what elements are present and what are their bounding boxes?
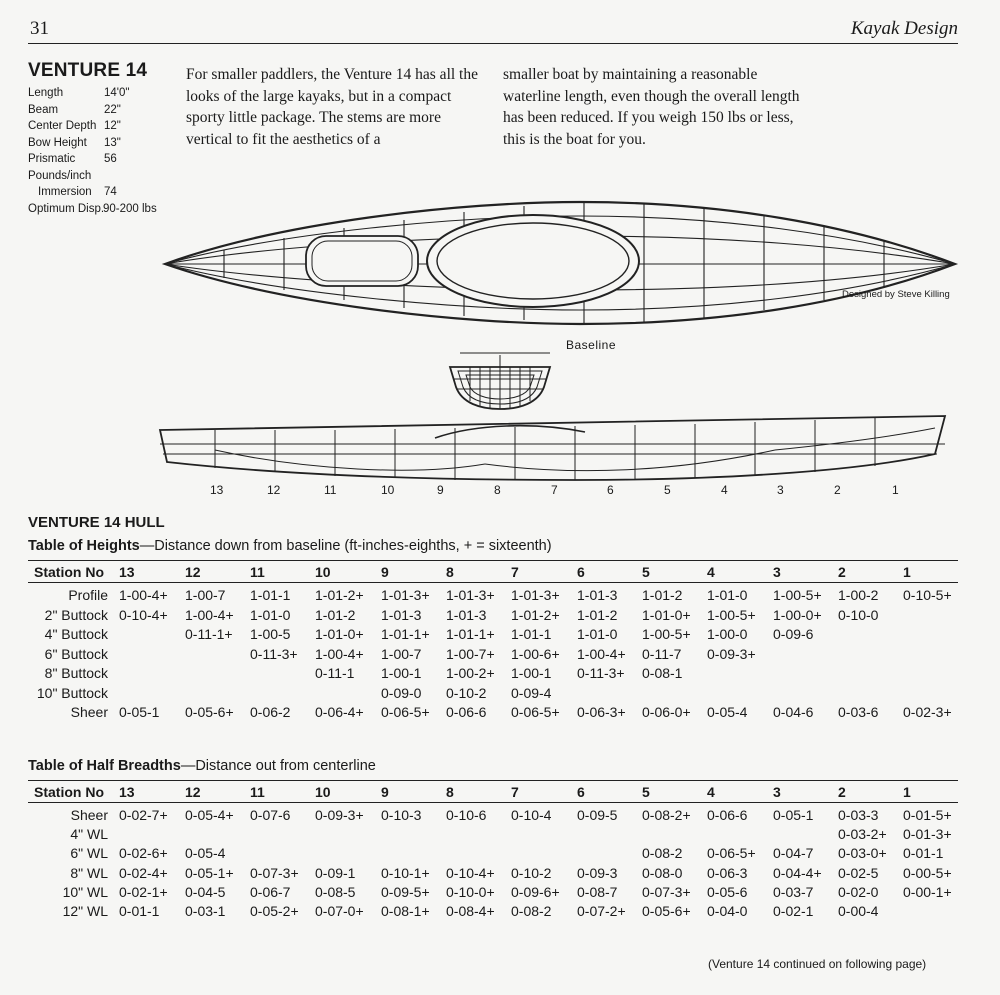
table-cell: 0-02-3+ (903, 704, 952, 720)
table-cell: 0-09-6 (773, 626, 814, 642)
table-cell: 1-01-2 (642, 587, 683, 603)
table-cell: 1-00-4+ (185, 606, 234, 623)
table-cell: 0-10-3 (381, 807, 422, 823)
table-cell: 0-03-0+ (838, 845, 887, 862)
table-header-label: Station No (34, 564, 104, 580)
table-header-cell: 5 (642, 564, 650, 580)
table-cell: 0-08-2 (511, 903, 552, 919)
continued-note: (Venture 14 continued on following page) (708, 957, 927, 971)
table-cell: 0-06-5+ (707, 845, 756, 862)
station-number-label: 2 (834, 483, 841, 497)
spec-label: Center Depth (28, 120, 97, 132)
station-number-label: 11 (324, 483, 337, 497)
station-number-label: 8 (494, 483, 501, 497)
station-number-label: 5 (664, 483, 671, 497)
heights-caption-title: Table of Heights (28, 538, 140, 554)
table-cell: 0-04-4+ (773, 864, 822, 881)
table-cell: 0-10-2 (511, 864, 552, 881)
table-cell: 0-01-1 (903, 845, 944, 862)
table-cell: 1-00-5+ (642, 626, 691, 642)
table-cell: 1-01-3 (446, 606, 487, 623)
table-cell: 0-09-3+ (707, 645, 756, 662)
table-cell: 0-07-3+ (642, 883, 691, 900)
table-cell: 1-00-7+ (446, 645, 495, 662)
table-cell: 0-02-5 (838, 864, 879, 881)
table-cell: 0-07-3+ (250, 864, 299, 881)
table-cell: 1-00-4+ (315, 645, 364, 662)
table-cell: 0-05-1+ (185, 864, 234, 881)
spec-label-line2: Immersion (38, 186, 92, 198)
table-header-cell: 8 (446, 564, 454, 580)
table-header-rule (28, 582, 958, 583)
table-cell: 1-00-4+ (119, 587, 168, 603)
table-cell: 0-10-0+ (446, 883, 495, 900)
table-cell: 0-11-1 (315, 665, 355, 681)
description-column-1: For smaller paddlers, the Venture 14 has all the looks of the large kayaks, but in a compact sporty little package. The stems are more vertical to fit the aesthetics of a (186, 66, 478, 148)
table-header-cell: 5 (642, 784, 650, 800)
table-cell: 0-02-4+ (119, 864, 168, 881)
table-cell: 0-10-2 (446, 684, 487, 701)
table-header-cell: 3 (773, 564, 781, 580)
table-cell: 0-11-3+ (250, 645, 298, 662)
table-header-cell: 4 (707, 564, 715, 580)
baseline-label: Baseline (566, 338, 617, 352)
table-cell: 1-01-3+ (381, 587, 430, 603)
heights-caption-text: —Distance down from baseline (ft-inches-eighths, + = sixteenth) (139, 538, 552, 554)
table-cell: 1-00-5+ (773, 587, 822, 603)
table-cell: 0-07-6 (250, 807, 291, 823)
spec-label: Pounds/inch (28, 169, 92, 182)
table-cell: 0-09-5+ (381, 883, 430, 900)
spec-value: 13" (104, 136, 121, 149)
table-cell: 0-03-7 (773, 883, 814, 900)
table-header-cell: 6 (577, 564, 585, 580)
table-cell: 0-08-5 (315, 883, 356, 900)
table-cell: 1-00-6+ (511, 645, 560, 662)
table-cell: 0-10-6 (446, 807, 487, 823)
table-cell: 1-01-3 (577, 587, 618, 603)
hull-title: VENTURE 14 HULL (28, 514, 165, 531)
table-cell: 0-11-3+ (577, 665, 625, 681)
table-cell: 0-04-7 (773, 845, 814, 862)
table-header-cell: 1 (903, 784, 911, 800)
station-number-label: 13 (210, 483, 224, 497)
station-number-label: 12 (267, 483, 281, 497)
table-cell: 0-06-5+ (381, 704, 430, 720)
table-header-cell: 1 (903, 564, 911, 580)
table-row-label: 10" Buttock (36, 684, 108, 701)
table-cell: 0-06-3+ (577, 704, 626, 720)
table-cell: 0-02-1 (773, 903, 814, 919)
table-cell: 1-01-2 (315, 606, 356, 623)
table-cell: 0-04-0 (707, 903, 748, 919)
spec-value: 14'0" (104, 87, 130, 99)
table-cell: 0-09-5 (577, 807, 618, 823)
table-cell: 0-07-2+ (577, 903, 626, 919)
station-number-label: 9 (437, 483, 444, 497)
table-cell: 0-10-0 (838, 606, 879, 623)
spec-row-beam (28, 102, 188, 119)
station-number-label: 10 (381, 483, 395, 497)
table-cell: 0-05-4 (185, 845, 226, 862)
table-cell: 0-08-1 (642, 665, 683, 681)
table-cell: 1-00-2 (838, 587, 879, 603)
heights-caption (28, 538, 552, 554)
table-header-rule (28, 802, 958, 803)
table-cell: 0-06-2 (250, 704, 291, 720)
table-cell: 1-01-0 (577, 626, 618, 642)
table-cell: 0-05-1 (119, 704, 160, 720)
table-cell: 0-05-6+ (642, 903, 691, 919)
table-header-cell: 6 (577, 784, 585, 800)
table-header-cell: 12 (185, 564, 201, 580)
table-cell: 0-06-4+ (315, 704, 364, 720)
table-cell: 0-09-0 (381, 684, 422, 701)
table-cell: 1-01-0 (707, 587, 748, 603)
table-cell: 1-00-1 (511, 665, 552, 681)
table-row-label: Sheer (70, 704, 108, 720)
station-number-label: 1 (892, 483, 899, 497)
table-cell: 1-01-0+ (315, 626, 364, 642)
table-row-label: 4" Buttock (44, 626, 108, 642)
table-header-cell: 3 (773, 784, 781, 800)
table-cell: 0-01-5+ (903, 807, 952, 823)
table-header-cell: 13 (119, 784, 135, 800)
table-row-label: 4" WL (70, 826, 108, 843)
table-row-label: Sheer (70, 807, 108, 823)
table-header-cell: 12 (185, 784, 201, 800)
table-cell: 0-05-4+ (185, 807, 234, 823)
table-cell: 0-08-2 (642, 845, 683, 862)
spec-value: 90-200 lbs (103, 202, 157, 215)
spec-value: 56 (104, 153, 117, 165)
breadths-caption-text: —Distance out from centerline (180, 758, 376, 774)
table-header-cell: 4 (707, 784, 715, 800)
table-cell: 0-05-4 (707, 704, 748, 720)
body-plan-drawing (440, 345, 560, 415)
table-cell: 1-01-3 (381, 606, 422, 623)
table-cell: 0-07-0+ (315, 903, 364, 919)
table-header-cell: 11 (250, 564, 265, 580)
table-cell: 0-02-6+ (119, 845, 168, 862)
table-cell: 1-00-5+ (707, 606, 756, 623)
table-cell: 0-03-6 (838, 704, 879, 720)
spec-value: 12" (104, 120, 121, 132)
spec-label: Prismatic (28, 153, 76, 165)
table-cell: 1-01-2+ (315, 587, 364, 603)
spec-row-prismatic (28, 151, 188, 168)
table-cell: 0-10-5+ (903, 587, 952, 603)
table-header-cell: 10 (315, 564, 331, 580)
table-cell: 0-09-6+ (511, 883, 560, 900)
table-cell: 0-06-3 (707, 864, 748, 881)
table-cell: 0-06-6 (446, 704, 487, 720)
table-row-label: 8" Buttock (44, 665, 108, 681)
table-cell: 0-00-5+ (903, 864, 952, 881)
table-cell: 1-01-2 (577, 606, 618, 623)
spec-label: Length (28, 87, 64, 99)
table-cell: 0-08-2+ (642, 807, 691, 823)
table-cell: 0-08-1+ (381, 903, 430, 919)
table-cell: 0-08-7 (577, 883, 618, 900)
spec-row-length (28, 85, 188, 102)
table-cell: 0-10-4 (511, 807, 552, 823)
table-cell: 1-01-1+ (446, 626, 495, 642)
table-header-cell: 10 (315, 784, 331, 800)
header-rule (28, 43, 958, 44)
table-cell: 0-09-4 (511, 684, 552, 701)
table-cell: 0-00-1+ (903, 883, 952, 900)
table-cell: 1-00-0+ (773, 606, 822, 623)
table-header-cell: 11 (250, 784, 265, 800)
spec-row-bow-height (28, 135, 188, 152)
table-header-cell: 13 (119, 564, 135, 580)
table-row-label: 6" WL (70, 845, 108, 862)
table-cell: 0-02-0 (838, 883, 879, 900)
table-header-cell: 9 (381, 564, 389, 580)
table-cell: 1-00-7 (185, 587, 226, 603)
table-cell: 0-08-4+ (446, 903, 495, 919)
table-cell: 1-00-4+ (577, 645, 626, 662)
table-cell: 1-01-2+ (511, 606, 560, 623)
table-cell: 0-05-2+ (250, 903, 299, 919)
table-cell: 0-06-5+ (511, 704, 560, 720)
station-number-label: 4 (721, 483, 728, 497)
table-header-cell: 2 (838, 784, 846, 800)
description-column-2: smaller boat by maintaining a reasonable waterline length, even though the overall length has been reduced. If you weigh 150 lbs or less, this is the boat for you. (503, 66, 800, 148)
plan-view-drawing (160, 196, 960, 326)
table-header-cell: 7 (511, 564, 519, 580)
table-cell: 0-09-1 (315, 864, 356, 881)
table-cell: 0-11-7 (642, 645, 682, 662)
table-cell: 1-01-0+ (642, 606, 691, 623)
table-cell: 1-01-3+ (446, 587, 495, 603)
table-cell: 1-01-1 (250, 587, 291, 603)
spec-title: VENTURE 14 (28, 60, 148, 81)
table-row-label: 2" Buttock (44, 606, 108, 623)
table-cell: 0-09-3 (577, 864, 618, 881)
table-row-label: Profile (68, 587, 108, 603)
table-cell: 1-01-1+ (381, 626, 430, 642)
designer-credit: Designed by Steve Killing (842, 289, 950, 300)
table-cell: 0-06-6 (707, 807, 748, 823)
table-cell: 0-11-1+ (185, 626, 233, 642)
spec-row-center-depth (28, 118, 188, 135)
spec-label: Bow Height (28, 136, 87, 149)
table-cell: 0-08-0 (642, 864, 683, 881)
table-cell: 0-02-1+ (119, 883, 168, 900)
table-cell: 0-01-3+ (903, 826, 952, 843)
table-cell: 0-10-1+ (381, 864, 430, 881)
table-cell: 0-06-0+ (642, 704, 691, 720)
table-cell: 0-10-4+ (446, 864, 495, 881)
table-cell: 1-00-7 (381, 645, 422, 662)
table-cell: 1-01-0 (250, 606, 291, 623)
table-cell: 0-04-6 (773, 704, 814, 720)
table-header-cell: 2 (838, 564, 846, 580)
table-header-cell: 7 (511, 784, 519, 800)
running-title: Kayak Design (850, 18, 958, 39)
table-cell: 0-00-4 (838, 903, 879, 919)
table-cell: 1-00-0 (707, 626, 748, 642)
table-cell: 0-03-2+ (838, 826, 887, 843)
spec-value: 74 (104, 186, 117, 198)
table-cell: 1-01-3+ (511, 587, 560, 603)
table-row-label: 12" WL (62, 903, 108, 919)
station-number-label: 6 (607, 483, 614, 497)
table-cell: 0-09-3+ (315, 807, 364, 823)
table-header-cell: 9 (381, 784, 389, 800)
table-cell: 1-01-1 (511, 626, 552, 642)
profile-view-drawing (155, 410, 955, 484)
table-cell: 0-05-1 (773, 807, 814, 823)
table-cell: 1-00-2+ (446, 665, 495, 681)
table-cell: 0-03-3 (838, 807, 879, 823)
breadths-caption-title: Table of Half Breadths (28, 758, 181, 774)
table-cell: 0-02-7+ (119, 807, 168, 823)
table-row-label: 8" WL (70, 864, 108, 881)
table-cell: 0-03-1 (185, 903, 226, 919)
spec-label: Optimum Disp. (28, 202, 105, 215)
table-cell: 0-10-4+ (119, 606, 168, 623)
table-cell: 0-01-1 (119, 903, 160, 919)
table-header-label: Station No (34, 784, 104, 800)
table-cell: 1-00-5 (250, 626, 291, 642)
station-number-label: 3 (777, 483, 784, 497)
table-row-label: 10" WL (62, 883, 108, 900)
spec-label: Beam (28, 103, 59, 116)
spec-value: 22" (104, 103, 121, 116)
table-cell: 0-05-6 (707, 883, 748, 900)
table-cell: 0-06-7 (250, 883, 291, 900)
breadths-caption (28, 758, 376, 774)
table-top-rule (28, 780, 958, 781)
page-number: 31 (30, 18, 49, 39)
table-cell: 1-00-1 (381, 665, 422, 681)
table-row-label: 6" Buttock (44, 645, 108, 662)
table-cell: 0-04-5 (185, 883, 226, 900)
table-header-cell: 8 (446, 784, 454, 800)
station-number-label: 7 (551, 483, 558, 497)
table-top-rule (28, 560, 958, 561)
table-cell: 0-05-6+ (185, 704, 234, 720)
